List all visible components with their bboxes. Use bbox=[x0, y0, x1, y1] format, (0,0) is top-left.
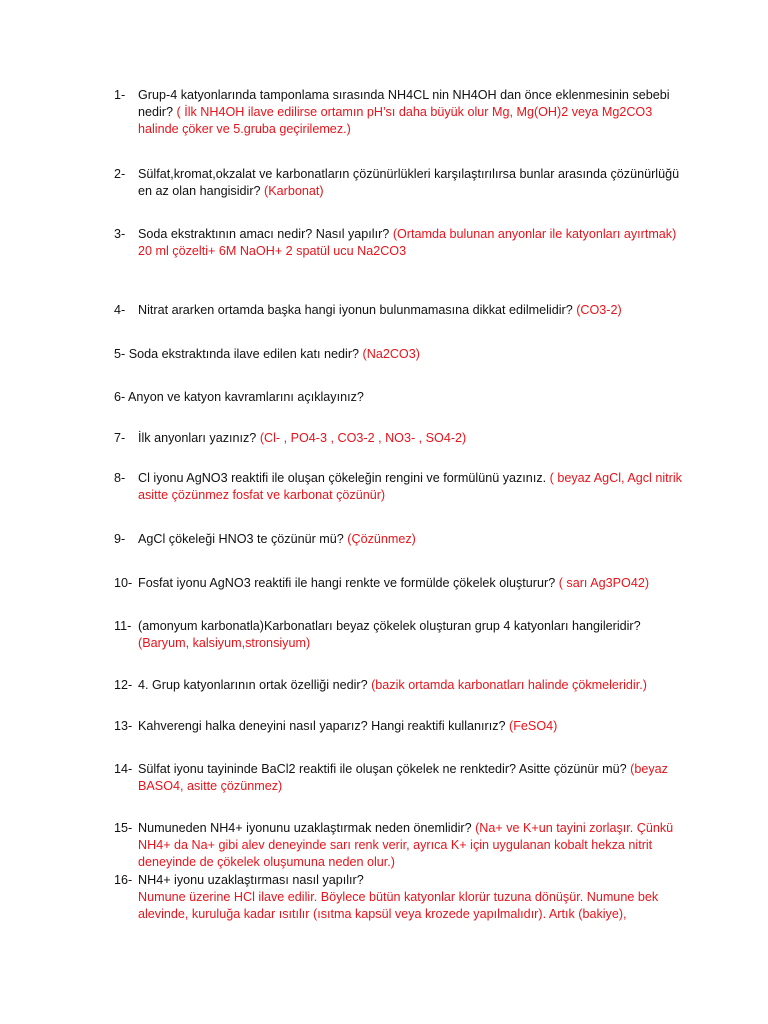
question-text: 5- Soda ekstraktında ilave edilen katı nedir? bbox=[114, 347, 360, 361]
question-number: 4- bbox=[114, 303, 126, 317]
question-text: Soda ekstraktının amacı nedir? Nasıl yapılır? bbox=[138, 227, 390, 241]
question-10 bbox=[114, 575, 684, 592]
answer-text: (Cl- , PO4-3 , CO3-2 , NO3- , SO4-2) bbox=[259, 431, 467, 445]
question-text: Sülfat,kromat,okzalat ve karbonatların çözünürlükleri karşılaştırılırsa bunlar arasında çözünürlüğü en az olan hangisidir? bbox=[138, 167, 680, 198]
question-text: Numuneden NH4+ iyonunu uzaklaştırmak neden önemlidir? bbox=[138, 821, 472, 835]
answer-text: (CO3-2) bbox=[576, 303, 622, 317]
question-6 bbox=[114, 389, 684, 406]
question-16 bbox=[114, 872, 684, 923]
answer-text: (Na+ ve K+un tayini zorlaşır. Çünkü NH4+ da Na+ gibi alev deneyinde sarı renk verir, ayrıca K+ için uygulanan kobalt hekza nitrit deneyinde de çökelek oluşumuna neden olur.) bbox=[138, 821, 674, 869]
question-11 bbox=[114, 618, 684, 652]
question-number: 7- bbox=[114, 431, 126, 445]
question-text: Cl iyonu AgNO3 reaktifi ile oluşan çökeleğin rengini ve formülünü yazınız. bbox=[138, 471, 547, 485]
question-text: İlk anyonları yazınız? bbox=[138, 431, 257, 445]
question-number: 15- bbox=[114, 821, 133, 835]
question-text: Kahverengi halka deneyini nasıl yaparız? Hangi reaktifi kullanırız? bbox=[138, 719, 506, 733]
question-number: 13- bbox=[114, 719, 133, 733]
question-15 bbox=[114, 820, 684, 871]
question-number: 8- bbox=[114, 471, 126, 485]
question-text: 6- Anyon ve katyon kavramlarını açıklayınız? bbox=[114, 390, 364, 404]
question-12 bbox=[114, 677, 684, 694]
answer-text: ( sarı Ag3PO42) bbox=[558, 576, 650, 590]
answer-text: (FeSO4) bbox=[509, 719, 558, 733]
question-13 bbox=[114, 718, 684, 735]
question-text: 4. Grup katyonlarının ortak özelliği nedir? bbox=[138, 678, 368, 692]
question-text: Grup-4 katyonlarında tamponlama sırasında NH4CL nin NH4OH dan önce eklenmesinin sebebi nedir? bbox=[138, 88, 670, 119]
answer-text: (Çözünmez) bbox=[347, 532, 416, 546]
question-number: 16- bbox=[114, 873, 133, 887]
question-14 bbox=[114, 761, 684, 795]
question-number: 12- bbox=[114, 678, 133, 692]
question-2 bbox=[114, 166, 684, 200]
question-number: 3- bbox=[114, 227, 126, 241]
question-number: 10- bbox=[114, 576, 133, 590]
answer-text: (beyaz BASO4, asitte çözünmez) bbox=[138, 762, 668, 793]
answer-text: (Ortamda bulunan anyonlar ile katyonları ayırtmak) bbox=[392, 227, 677, 241]
question-text: NH4+ iyonu uzaklaştırması nasıl yapılır? bbox=[138, 873, 364, 887]
question-number: 9- bbox=[114, 532, 126, 546]
question-text: Nitrat ararken ortamda başka hangi iyonun bulunmamasına dikkat edilmelidir? bbox=[138, 303, 573, 317]
question-4 bbox=[114, 302, 684, 319]
question-3 bbox=[114, 226, 684, 260]
answer-text: ( İlk NH4OH ilave edilirse ortamın pH’sı daha büyük olur Mg, Mg(OH)2 veya Mg2CO3 halinde çöker ve 5.gruba geçirilemez.) bbox=[138, 105, 653, 136]
question-7 bbox=[114, 430, 684, 447]
answer-text: Numune üzerine HCl ilave edilir. Böylece bütün katyonlar klorür tuzuna dönüşür. Numune bek alevinde, kuruluğa kadar ısıtılır (ısıtma kapsül veya krozede yapılmalıdır). Artık (bakiye), bbox=[138, 890, 659, 921]
question-number: 11- bbox=[114, 619, 132, 633]
question-number: 2- bbox=[114, 167, 126, 181]
question-text: AgCl çökeleği HNO3 te çözünür mü? bbox=[138, 532, 344, 546]
question-9 bbox=[114, 531, 684, 548]
answer-text: (Baryum, kalsiyum,stronsiyum) bbox=[138, 636, 311, 650]
question-text: (amonyum karbonatla)Karbonatları beyaz çökelek oluşturan grup 4 katyonları hangileridir? bbox=[138, 619, 641, 633]
question-text: Fosfat iyonu AgNO3 reaktifi ile hangi renkte ve formülde çökelek oluşturur? bbox=[138, 576, 556, 590]
question-text: Sülfat iyonu tayininde BaCl2 reaktifi ile oluşan çökelek ne renktedir? Asitte çözünür mü? bbox=[138, 762, 627, 776]
answer-text: (Na2CO3) bbox=[362, 347, 420, 361]
question-1 bbox=[114, 87, 684, 138]
question-number: 1- bbox=[114, 88, 126, 102]
answer-text: ( beyaz AgCl, Agcl nitrik asitte çözünmez fosfat ve karbonat çözünür) bbox=[138, 471, 682, 502]
answer-text: (bazik ortamda karbonatları halinde çökmeleridir.) bbox=[371, 678, 647, 692]
question-5 bbox=[114, 346, 684, 363]
question-number: 14- bbox=[114, 762, 133, 776]
answer-procedure: 20 ml çözelti+ 6M NaOH+ 2 spatül ucu Na2CO3 bbox=[138, 244, 407, 258]
question-8 bbox=[114, 470, 684, 504]
answer-text: (Karbonat) bbox=[264, 184, 324, 198]
